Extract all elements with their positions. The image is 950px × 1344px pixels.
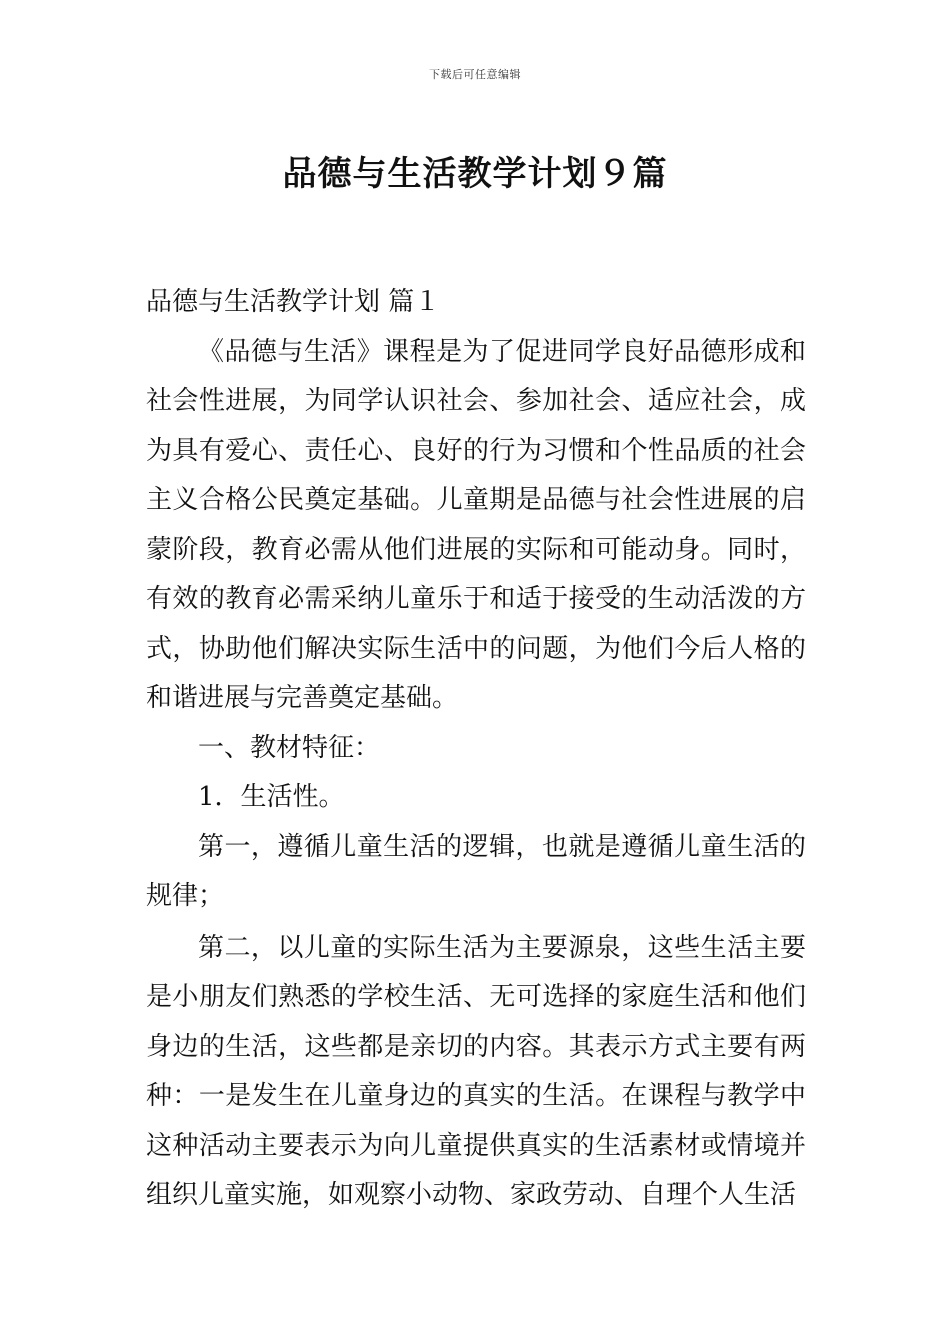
section-heading: 品德与生活教学计划 篇１ xyxy=(146,287,441,317)
document-body xyxy=(146,278,806,1221)
document-title: 品德与生活教学计划９篇 xyxy=(282,153,668,194)
paragraph-life-nature: 1．生活性。 xyxy=(198,782,345,812)
paragraph-second-point: 第二，以儿童的实际生活为主要源泉，这些生活主要是小朋友们熟悉的学校生活、无可选择的家庭生活和他们身边的生活，这些都是亲切的内容。其表示方式主要有两种：一是发生在儿童身边的真实的生活。在课程与教学中这种活动主要表示为向儿童提供真实的生活素材或情境并组织儿童实施，如观察小动物、家政劳动、自理个人生活 xyxy=(146,932,806,1210)
header-note: 下载后可任意编辑 xyxy=(429,68,521,81)
paragraph-textbook-features-heading: 一、教材特征： xyxy=(198,732,381,763)
paragraph-intro: 《品德与生活》课程是为了促进同学良好品德形成和社会性进展，为同学认识社会、参加社会、适应社会，成为具有爱心、责任心、良好的行为习惯和个性品质的社会主义合格公民奠定基础。儿童期是品德与社会性进展的启蒙阶段，教育必需从他们进展的实际和可能动身。同时，有效的教育必需采纳儿童乐于和适于接受的生动活泼的方式，协助他们解决实际生活中的问题，为他们今后人格的和谐进展与完善奠定基础。 xyxy=(146,336,806,713)
paragraph-first-point: 第一，遵循儿童生活的逻辑，也就是遵循儿童生活的规律； xyxy=(146,831,806,911)
